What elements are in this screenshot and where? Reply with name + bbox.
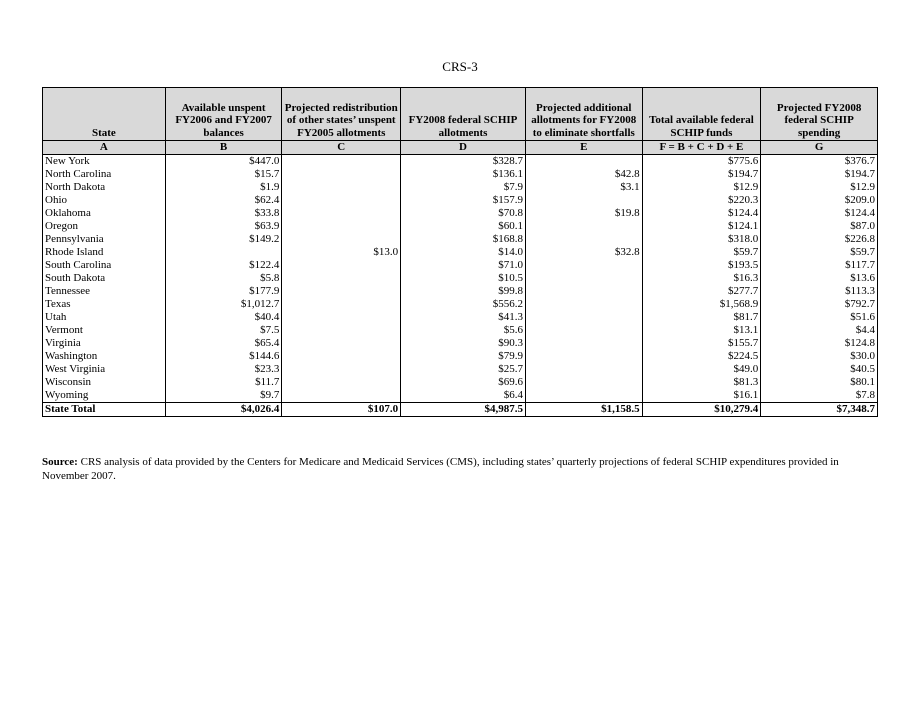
value-cell: $90.3 xyxy=(401,337,526,350)
value-cell xyxy=(525,389,642,403)
value-cell: $14.0 xyxy=(401,246,526,259)
value-cell xyxy=(282,324,401,337)
column-letter-2: C xyxy=(282,141,401,155)
value-cell: $51.6 xyxy=(761,311,878,324)
value-cell xyxy=(525,337,642,350)
table-row xyxy=(43,389,878,403)
value-cell: $194.7 xyxy=(761,168,878,181)
value-cell: $12.9 xyxy=(642,181,761,194)
value-cell xyxy=(525,155,642,169)
value-cell xyxy=(165,246,282,259)
value-cell: $194.7 xyxy=(642,168,761,181)
column-header-3: FY2008 federal SCHIP allotments xyxy=(401,88,526,141)
state-name-cell: Wisconsin xyxy=(43,376,166,389)
state-name-cell: North Dakota xyxy=(43,181,166,194)
table-row xyxy=(43,298,878,311)
state-name-cell: Tennessee xyxy=(43,285,166,298)
value-cell xyxy=(282,168,401,181)
value-cell: $209.0 xyxy=(761,194,878,207)
value-cell: $62.4 xyxy=(165,194,282,207)
value-cell: $59.7 xyxy=(642,246,761,259)
value-cell xyxy=(282,194,401,207)
value-cell: $168.8 xyxy=(401,233,526,246)
value-cell: $81.3 xyxy=(642,376,761,389)
value-cell: $124.1 xyxy=(642,220,761,233)
value-cell: $11.7 xyxy=(165,376,282,389)
value-cell: $69.6 xyxy=(401,376,526,389)
table-row xyxy=(43,181,878,194)
table-row xyxy=(43,324,878,337)
value-cell: $12.9 xyxy=(761,181,878,194)
value-cell xyxy=(525,233,642,246)
value-cell: $124.4 xyxy=(642,207,761,220)
value-cell xyxy=(282,350,401,363)
state-name-cell: Oklahoma xyxy=(43,207,166,220)
value-cell: $226.8 xyxy=(761,233,878,246)
total-value-cell: $4,026.4 xyxy=(165,403,282,417)
value-cell: $60.1 xyxy=(401,220,526,233)
value-cell xyxy=(525,376,642,389)
value-cell xyxy=(525,272,642,285)
value-cell: $15.7 xyxy=(165,168,282,181)
column-letter-row xyxy=(43,141,878,155)
value-cell: $13.0 xyxy=(282,246,401,259)
value-cell xyxy=(282,155,401,169)
column-letter-6: G xyxy=(761,141,878,155)
table-row xyxy=(43,337,878,350)
value-cell xyxy=(282,181,401,194)
value-cell: $99.8 xyxy=(401,285,526,298)
total-value-cell: $4,987.5 xyxy=(401,403,526,417)
value-cell: $25.7 xyxy=(401,363,526,376)
value-cell xyxy=(525,324,642,337)
value-cell xyxy=(525,298,642,311)
state-name-cell: West Virginia xyxy=(43,363,166,376)
state-name-cell: North Carolina xyxy=(43,168,166,181)
state-name-cell: New York xyxy=(43,155,166,169)
value-cell: $157.9 xyxy=(401,194,526,207)
schip-funds-table xyxy=(42,87,878,417)
value-cell: $1,568.9 xyxy=(642,298,761,311)
value-cell: $23.3 xyxy=(165,363,282,376)
value-cell: $19.8 xyxy=(525,207,642,220)
table-row xyxy=(43,311,878,324)
value-cell: $13.1 xyxy=(642,324,761,337)
state-name-cell: Pennsylvania xyxy=(43,233,166,246)
value-cell: $224.5 xyxy=(642,350,761,363)
value-cell xyxy=(282,285,401,298)
value-cell: $155.7 xyxy=(642,337,761,350)
source-text: CRS analysis of data provided by the Centers for Medicare and Medicaid Services (CMS), including states’ quarterly projections of federal SCHIP expenditures provided in November 2007. xyxy=(42,456,839,482)
value-cell: $3.1 xyxy=(525,181,642,194)
state-name-cell: South Carolina xyxy=(43,259,166,272)
value-cell: $7.5 xyxy=(165,324,282,337)
value-cell: $32.8 xyxy=(525,246,642,259)
value-cell: $5.8 xyxy=(165,272,282,285)
value-cell xyxy=(282,259,401,272)
value-cell xyxy=(282,207,401,220)
value-cell: $122.4 xyxy=(165,259,282,272)
table-row xyxy=(43,272,878,285)
table-row xyxy=(43,155,878,169)
value-cell: $6.4 xyxy=(401,389,526,403)
value-cell: $33.8 xyxy=(165,207,282,220)
value-cell: $79.9 xyxy=(401,350,526,363)
value-cell: $16.1 xyxy=(642,389,761,403)
table-row xyxy=(43,233,878,246)
state-name-cell: Ohio xyxy=(43,194,166,207)
state-name-cell: Washington xyxy=(43,350,166,363)
value-cell xyxy=(282,233,401,246)
table-row xyxy=(43,376,878,389)
value-cell: $193.5 xyxy=(642,259,761,272)
value-cell: $328.7 xyxy=(401,155,526,169)
value-cell: $136.1 xyxy=(401,168,526,181)
value-cell xyxy=(525,363,642,376)
column-letter-3: D xyxy=(401,141,526,155)
value-cell: $70.8 xyxy=(401,207,526,220)
state-name-cell: Utah xyxy=(43,311,166,324)
value-cell: $1.9 xyxy=(165,181,282,194)
value-cell: $30.0 xyxy=(761,350,878,363)
table-body xyxy=(43,155,878,417)
value-cell xyxy=(282,337,401,350)
value-cell: $59.7 xyxy=(761,246,878,259)
column-header-0: State xyxy=(43,88,166,141)
value-cell xyxy=(525,311,642,324)
value-cell: $9.7 xyxy=(165,389,282,403)
value-cell: $87.0 xyxy=(761,220,878,233)
value-cell: $4.4 xyxy=(761,324,878,337)
state-name-cell: Rhode Island xyxy=(43,246,166,259)
column-header-row xyxy=(43,88,878,141)
value-cell: $40.4 xyxy=(165,311,282,324)
column-header-4: Projected additional allotments for FY2008 to eliminate shortfalls xyxy=(525,88,642,141)
table-row xyxy=(43,194,878,207)
value-cell: $113.3 xyxy=(761,285,878,298)
column-letter-5: F = B + C + D + E xyxy=(642,141,761,155)
total-value-cell: $7,348.7 xyxy=(761,403,878,417)
source-label: Source: xyxy=(42,456,78,468)
total-value-cell: $107.0 xyxy=(282,403,401,417)
value-cell: $40.5 xyxy=(761,363,878,376)
value-cell xyxy=(282,363,401,376)
value-cell: $7.9 xyxy=(401,181,526,194)
value-cell: $318.0 xyxy=(642,233,761,246)
value-cell: $7.8 xyxy=(761,389,878,403)
value-cell: $13.6 xyxy=(761,272,878,285)
state-name-cell: Wyoming xyxy=(43,389,166,403)
value-cell: $124.8 xyxy=(761,337,878,350)
value-cell: $49.0 xyxy=(642,363,761,376)
table-row xyxy=(43,363,878,376)
value-cell: $177.9 xyxy=(165,285,282,298)
value-cell: $792.7 xyxy=(761,298,878,311)
value-cell xyxy=(282,389,401,403)
value-cell xyxy=(525,350,642,363)
state-name-cell: Virginia xyxy=(43,337,166,350)
value-cell: $556.2 xyxy=(401,298,526,311)
total-label-cell: State Total xyxy=(43,403,166,417)
state-name-cell: Vermont xyxy=(43,324,166,337)
column-header-5: Total available federal SCHIP funds xyxy=(642,88,761,141)
value-cell: $10.5 xyxy=(401,272,526,285)
total-row xyxy=(43,403,878,417)
value-cell xyxy=(282,311,401,324)
value-cell xyxy=(282,376,401,389)
value-cell xyxy=(282,272,401,285)
column-header-6: Projected FY2008 federal SCHIP spending xyxy=(761,88,878,141)
column-letter-0: A xyxy=(43,141,166,155)
value-cell: $124.4 xyxy=(761,207,878,220)
value-cell xyxy=(525,259,642,272)
column-letter-4: E xyxy=(525,141,642,155)
page-header: CRS-3 xyxy=(442,59,478,74)
value-cell: $16.3 xyxy=(642,272,761,285)
value-cell: $5.6 xyxy=(401,324,526,337)
table-row xyxy=(43,220,878,233)
value-cell: $65.4 xyxy=(165,337,282,350)
value-cell: $144.6 xyxy=(165,350,282,363)
value-cell: $220.3 xyxy=(642,194,761,207)
value-cell: $42.8 xyxy=(525,168,642,181)
column-header-1: Available unspent FY2006 and FY2007 balances xyxy=(165,88,282,141)
value-cell xyxy=(525,194,642,207)
table-row xyxy=(43,168,878,181)
value-cell: $775.6 xyxy=(642,155,761,169)
value-cell: $117.7 xyxy=(761,259,878,272)
value-cell: $376.7 xyxy=(761,155,878,169)
value-cell xyxy=(525,285,642,298)
table-row xyxy=(43,207,878,220)
column-letter-1: B xyxy=(165,141,282,155)
value-cell: $447.0 xyxy=(165,155,282,169)
total-value-cell: $1,158.5 xyxy=(525,403,642,417)
state-name-cell: Oregon xyxy=(43,220,166,233)
value-cell: $1,012.7 xyxy=(165,298,282,311)
value-cell: $277.7 xyxy=(642,285,761,298)
value-cell xyxy=(525,220,642,233)
total-value-cell: $10,279.4 xyxy=(642,403,761,417)
source-note xyxy=(42,456,882,483)
value-cell: $41.3 xyxy=(401,311,526,324)
table-row xyxy=(43,246,878,259)
state-name-cell: Texas xyxy=(43,298,166,311)
value-cell: $80.1 xyxy=(761,376,878,389)
value-cell: $71.0 xyxy=(401,259,526,272)
value-cell xyxy=(282,298,401,311)
table-row xyxy=(43,259,878,272)
value-cell: $81.7 xyxy=(642,311,761,324)
table-row xyxy=(43,285,878,298)
value-cell: $63.9 xyxy=(165,220,282,233)
value-cell xyxy=(282,220,401,233)
value-cell: $149.2 xyxy=(165,233,282,246)
column-header-2: Projected redistribution of other states’ unspent FY2005 allotments xyxy=(282,88,401,141)
table-row xyxy=(43,350,878,363)
state-name-cell: South Dakota xyxy=(43,272,166,285)
